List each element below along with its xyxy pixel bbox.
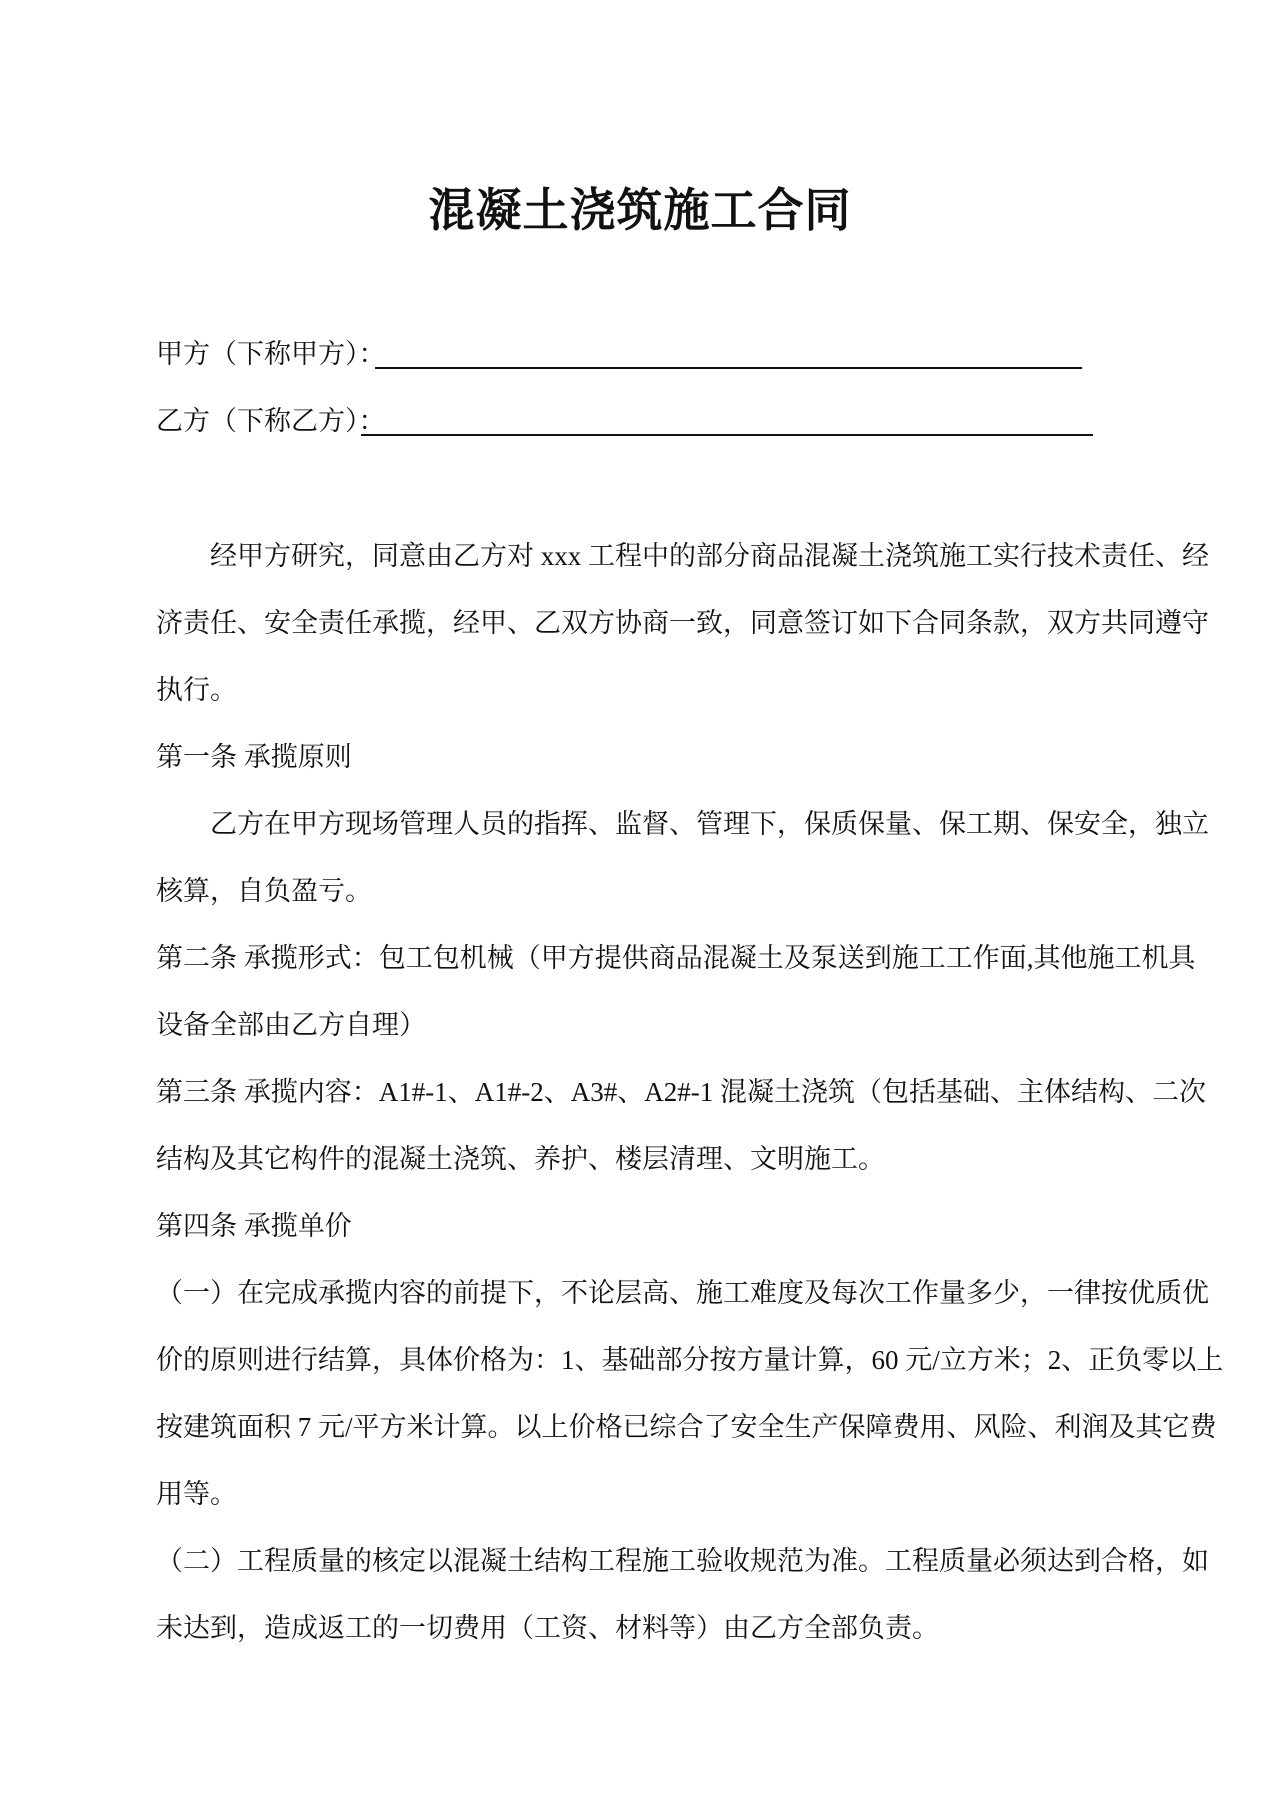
paragraph-line: 第三条 承揽内容：A1#-1、A1#-2、A3#、A2#-1 混凝土浇筑（包括基础、主体结构、二次 — [156, 1077, 1206, 1107]
paragraph — [156, 1072, 1206, 1206]
party-b-label: 乙方（下称乙方）： — [156, 406, 386, 436]
paragraph — [156, 804, 1209, 938]
paragraph-line: 第一条 承揽原则 — [156, 742, 352, 772]
paragraph-line: 用等。 — [156, 1479, 237, 1509]
paragraph-line: 执行。 — [156, 675, 237, 705]
paragraph — [156, 1273, 1224, 1541]
paragraph-line: 价的原则进行结算，具体价格为：1、基础部分按方量计算，60 元/立方米；2、正负零以上 — [156, 1345, 1224, 1375]
paragraph-line: 经甲方研究，同意由乙方对 xxx 工程中的部分商品混凝土浇筑施工实行技术责任、经 — [210, 541, 1209, 571]
paragraph-line: 按建筑面积 7 元/平方米计算。以上价格已综合了安全生产保障费用、风险、利润及其它费 — [156, 1412, 1217, 1442]
paragraph — [156, 1206, 1160, 1273]
paragraph — [156, 1541, 1209, 1675]
paragraph — [156, 737, 1160, 804]
paragraph — [156, 536, 1209, 737]
contract-body — [156, 536, 1224, 1675]
party-a-label: 甲方（下称甲方）： — [156, 339, 386, 369]
party-b-field — [156, 401, 386, 441]
paragraph-line: 济责任、安全责任承揽，经甲、乙双方协商一致，同意签订如下合同条款，双方共同遵守 — [156, 608, 1209, 638]
paragraph-line: （二）工程质量的核定以混凝土结构工程施工验收规范为准。工程质量必须达到合格，如 — [156, 1546, 1209, 1576]
paragraph-line: 乙方在甲方现场管理人员的指挥、监督、管理下，保质保量、保工期、保安全，独立 — [210, 809, 1209, 839]
paragraph-line: 未达到，造成返工的一切费用（工资、材料等）由乙方全部负责。 — [156, 1613, 939, 1643]
party-a-field — [156, 334, 386, 374]
document-title: 混凝土浇筑施工合同 — [428, 185, 852, 236]
paragraph-line: （一）在完成承揽内容的前提下，不论层高、施工难度及每次工作量多少，一律按优质优 — [156, 1278, 1209, 1308]
paragraph-line: 核算，自负盈亏。 — [156, 876, 372, 906]
paragraph-line: 设备全部由乙方自理） — [156, 1010, 426, 1040]
party-a-blank-line — [375, 367, 1082, 369]
paragraph-line: 第四条 承揽单价 — [156, 1211, 352, 1241]
paragraph — [156, 938, 1196, 1072]
paragraph-line: 结构及其它构件的混凝土浇筑、养护、楼层清理、文明施工。 — [156, 1144, 885, 1174]
party-b-blank-line — [361, 434, 1093, 436]
paragraph-line: 第二条 承揽形式：包工包机械（甲方提供商品混凝土及泵送到施工工作面,其他施工机具 — [156, 943, 1196, 973]
